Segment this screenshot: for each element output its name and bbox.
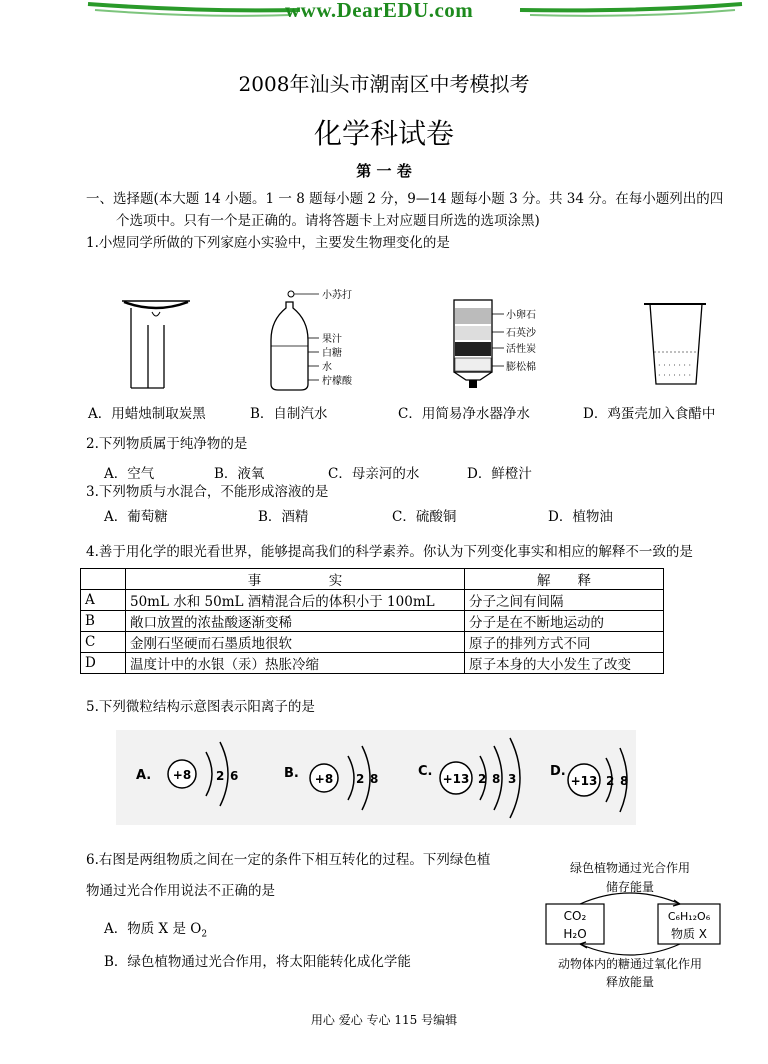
- diagram-bottom-text-2: 释放能量: [605, 975, 655, 989]
- bottle-label-soda: 小苏打: [322, 290, 352, 301]
- diagram-top-text: 绿色植物通过光合作用: [569, 861, 691, 875]
- table-row: [81, 611, 664, 632]
- filter-label-pebble: 小卵石: [506, 310, 536, 321]
- q1-option-c[interactable]: C．用简易净水器净水: [398, 406, 530, 422]
- svg-text:2: 2: [478, 772, 487, 786]
- q1-experiment-figures: [86, 280, 746, 400]
- q3-option-b[interactable]: B．酒精: [258, 509, 309, 525]
- diagram-top-text-2: 储存能量: [605, 880, 655, 894]
- svg-text:6: 6: [230, 769, 239, 783]
- bottle-label-sugar: 白糖: [322, 348, 342, 359]
- soda-bottle-figure: [271, 288, 353, 390]
- svg-text:2: 2: [216, 769, 225, 783]
- question-6-stem-cont: 物通过光合作用说法不正确的是: [86, 883, 275, 899]
- q4-table: [80, 568, 664, 674]
- row-fact: 50mL 水和 50mL 酒精混合后的体积小于 100mL: [126, 590, 465, 611]
- row-key: B: [81, 611, 126, 632]
- svg-text:B.: B.: [284, 766, 299, 781]
- beaker-figure: [644, 304, 706, 384]
- svg-text:+8: +8: [172, 768, 192, 782]
- question-3-stem: 3.下列物质与水混合，不能形成溶液的是: [86, 484, 329, 500]
- question-6-stem: 6.右图是两组物质之间在一定的条件下相互转化的过程。下列绿色植: [86, 852, 491, 868]
- filter-label-sand: 石英沙: [506, 328, 536, 339]
- question-1-stem: 1.小煜同学所做的下列家庭小实验中，主要发生物理变化的是: [86, 235, 450, 251]
- svg-text:D.: D.: [550, 764, 566, 779]
- q3-option-a[interactable]: A．葡萄糖: [104, 509, 168, 525]
- row-fact: 温度计中的水银（汞）热胀冷缩: [126, 653, 465, 674]
- bottle-label-water: 水: [322, 362, 332, 373]
- row-fact: 敞口放置的浓盐酸逐渐变稀: [126, 611, 465, 632]
- q3-option-c[interactable]: C．硫酸铜: [392, 509, 457, 525]
- svg-text:2: 2: [606, 774, 615, 788]
- question-2-stem: 2.下列物质属于纯净物的是: [86, 436, 248, 452]
- diagram-right-bottom: 物质 X: [670, 927, 708, 941]
- diagram-bottom-text: 动物体内的糖通过氧化作用: [557, 957, 703, 971]
- page-footer: 用心 爱心 专心 115 号编辑: [310, 1013, 458, 1027]
- bottle-label-juice: 果汁: [322, 334, 342, 345]
- q6-option-a-text: A．物质 X 是 O: [104, 921, 202, 937]
- svg-text:+13: +13: [442, 772, 470, 786]
- diagram-left-top: CO₂: [563, 909, 587, 923]
- row-key: A: [81, 590, 126, 611]
- q1-option-a[interactable]: A．用蜡烛制取炭黑: [88, 406, 206, 422]
- svg-text:A.: A.: [136, 768, 152, 783]
- row-explain: 分子之间有间隔: [465, 590, 664, 611]
- section-heading: 一、选择题(本大题 14 小题。1 一 8 题每小题 2 分，9—14 题每小题 3 分。共 34 分。在每小题列出的四: [86, 191, 724, 207]
- q6-option-a[interactable]: [104, 917, 207, 940]
- svg-text:· · · · · · ·: · · · · · · ·: [658, 361, 692, 370]
- q5-atom-diagrams: [116, 730, 636, 825]
- table-row: [81, 632, 664, 653]
- table-row: [81, 590, 664, 611]
- q1-option-d[interactable]: D．鸡蛋壳加入食醋中: [583, 406, 716, 422]
- filter-label-carbon: 活性炭: [506, 344, 536, 355]
- candle-plate-figure: [122, 301, 190, 388]
- header-fact: 事 实: [126, 569, 465, 590]
- q2-option-c[interactable]: C．母亲河的水: [328, 466, 420, 482]
- section-heading-cont: 个选项中。只有一个是正确的。请将答题卡上对应题目所选的选项涂黑): [116, 213, 540, 229]
- q2-option-b[interactable]: B．液氧: [214, 466, 265, 482]
- question-4-stem: 4.善于用化学的眼光看世界，能够提高我们的科学素养。你认为下列变化事实和相应的解释不一致的是: [86, 544, 693, 560]
- filter-label-cotton: 膨松棉: [506, 362, 536, 373]
- table-header-row: [81, 569, 664, 590]
- q6-option-b[interactable]: B．绿色植物通过光合作用，将太阳能转化成化学能: [104, 954, 411, 970]
- diagram-right-top: C₆H₁₂O₆: [667, 910, 711, 923]
- header-site-url: www.DearEDU.com: [285, 0, 474, 22]
- question-5-stem: 5.下列微粒结构示意图表示阳离子的是: [86, 699, 315, 715]
- q2-option-d[interactable]: D．鲜橙汁: [467, 466, 532, 482]
- row-key: D: [81, 653, 126, 674]
- exam-title: 2008年汕头市潮南区中考模拟考: [238, 72, 530, 96]
- q3-option-d[interactable]: D．植物油: [548, 509, 613, 525]
- svg-text:+13: +13: [570, 774, 598, 788]
- row-fact: 金刚石坚硬而石墨质地很软: [126, 632, 465, 653]
- water-filter-figure: [454, 300, 537, 388]
- svg-text:3: 3: [508, 772, 517, 786]
- row-explain: 分子是在不断地运动的: [465, 611, 664, 632]
- row-explain: 原子的排列方式不同: [465, 632, 664, 653]
- svg-text:2: 2: [356, 772, 365, 786]
- table-row: [81, 653, 664, 674]
- bottle-label-citric: 柠檬酸: [322, 376, 352, 387]
- q6-option-a-subscript: 2: [201, 929, 208, 940]
- header-explain: 解 释: [465, 569, 664, 590]
- svg-text:8: 8: [492, 772, 501, 786]
- svg-text:+8: +8: [314, 772, 334, 786]
- svg-text:C.: C.: [418, 764, 433, 779]
- diagram-left-bottom: H₂O: [563, 927, 587, 941]
- row-key: C: [81, 632, 126, 653]
- svg-text:· · · · · · ·: · · · · · · ·: [658, 371, 692, 380]
- q1-option-b[interactable]: B．自制汽水: [250, 406, 328, 422]
- exam-subject: 化学科试卷: [313, 117, 454, 150]
- svg-text:8: 8: [620, 774, 629, 788]
- q2-option-a[interactable]: A．空气: [104, 466, 155, 482]
- volume-heading: 第 一 卷: [356, 162, 412, 180]
- row-explain: 原子本身的大小发生了改变: [465, 653, 664, 674]
- svg-text:8: 8: [370, 772, 379, 786]
- q6-cycle-diagram: [540, 858, 740, 998]
